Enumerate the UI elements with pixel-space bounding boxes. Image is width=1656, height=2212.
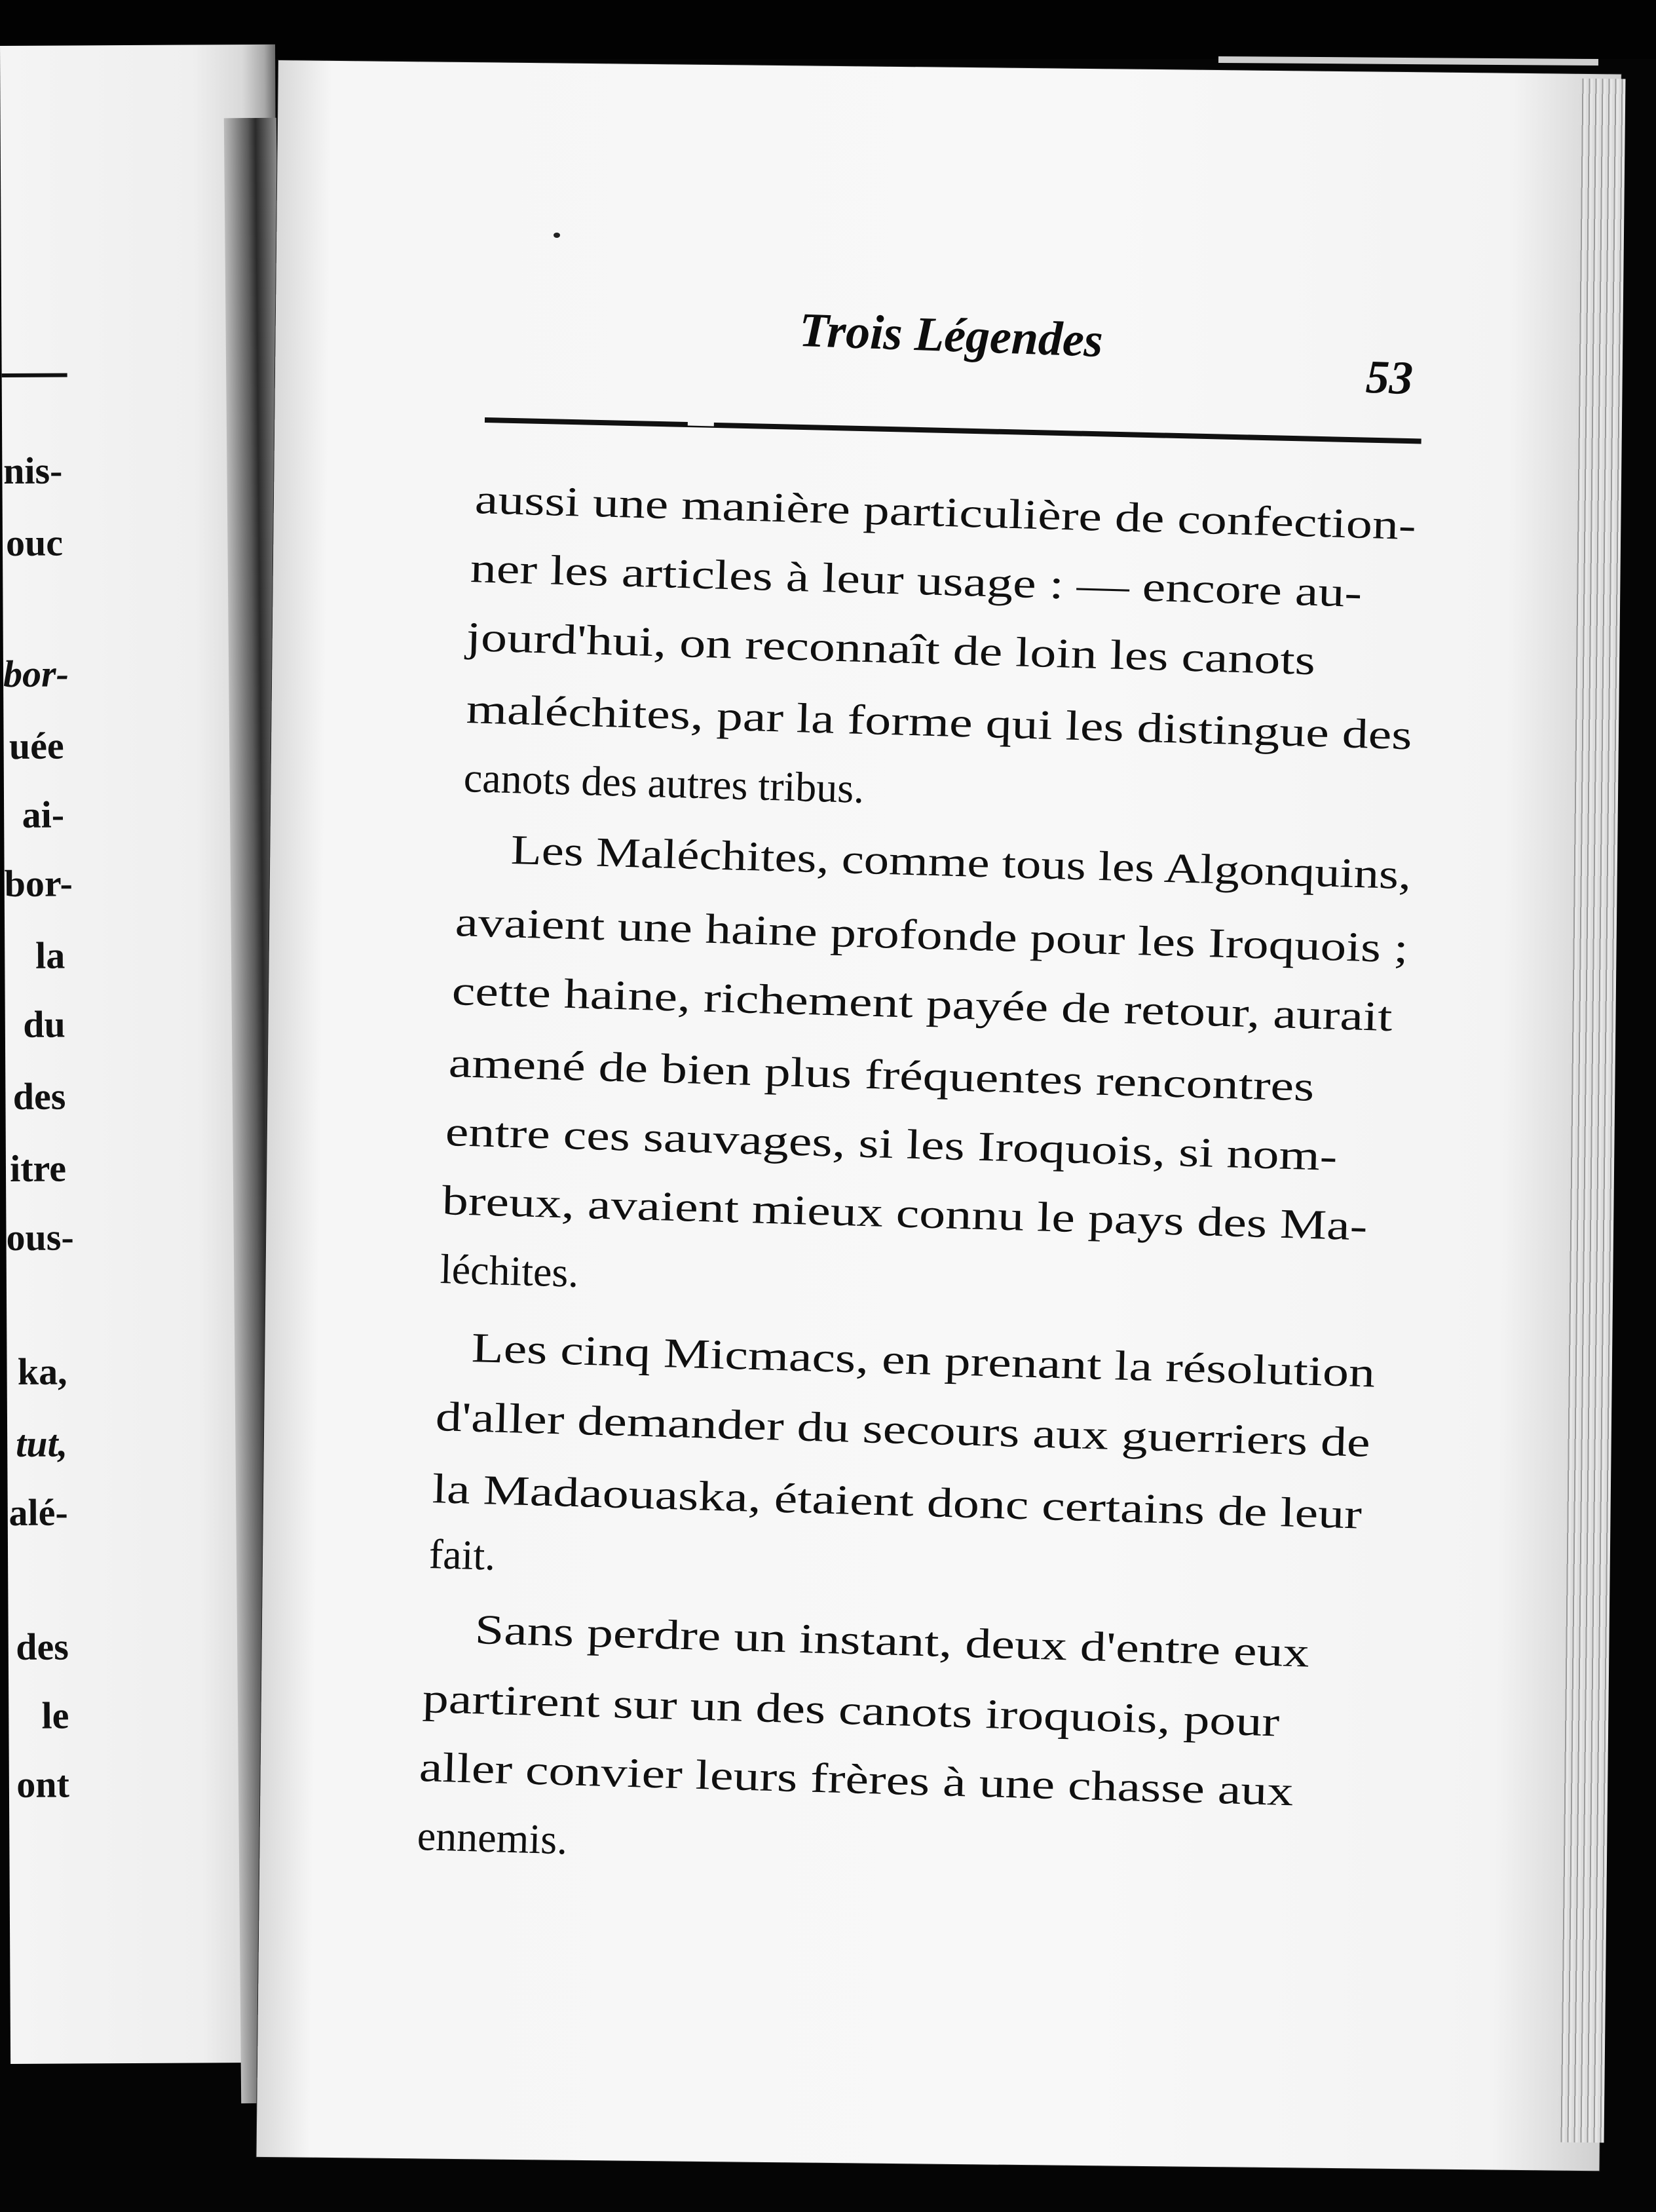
left-page-fragment: du bbox=[23, 1002, 66, 1046]
body-text-line: aussi une manière particulière de confection- bbox=[474, 476, 1417, 549]
left-page-head-rule bbox=[2, 373, 67, 377]
left-page-fragment: bor- bbox=[3, 652, 69, 695]
page-number: 53 bbox=[1364, 350, 1414, 405]
left-page-fragment: itre bbox=[9, 1147, 67, 1190]
left-page-fragment: bor- bbox=[4, 862, 73, 905]
body-text-line: Les cinq Micmacs, en prenant la résolution bbox=[471, 1324, 1376, 1396]
body-text-line: amené de bien plus fréquentes rencontres bbox=[448, 1039, 1315, 1110]
body-text-line: la Madaouaska, étaient donc certains de leur bbox=[432, 1465, 1363, 1538]
body-text-line: breux, avaient mieux connu le pays des Ma- bbox=[442, 1177, 1368, 1249]
body-text-line: fait. bbox=[428, 1531, 497, 1579]
body-text-line: ennemis. bbox=[417, 1812, 569, 1863]
ink-speck bbox=[554, 233, 560, 238]
body-text-line: avaient une haine profonde pour les Iroquois ; bbox=[455, 898, 1409, 972]
left-page-fragment: des bbox=[16, 1625, 69, 1668]
body-text-line: ner les articles à leur usage : — encore au- bbox=[470, 544, 1363, 617]
left-page-fragment: uée bbox=[9, 724, 64, 767]
left-page-fragment: la bbox=[35, 934, 66, 977]
left-page-fragment: des bbox=[12, 1075, 66, 1118]
body-text-line: d'aller demander du secours aux guerriers de bbox=[435, 1393, 1371, 1466]
header-rule-gap bbox=[688, 413, 714, 427]
left-page-fragment: ont bbox=[16, 1763, 70, 1806]
left-page-fragment: ouc bbox=[5, 521, 64, 564]
left-page-fragment: alé- bbox=[9, 1491, 68, 1534]
body-text-line: canots des autres tribus. bbox=[463, 754, 865, 812]
left-page-fragment: le bbox=[41, 1694, 69, 1737]
left-page-fragment: tut, bbox=[16, 1422, 68, 1465]
body-text-line: aller convier leurs frères à une chasse aux bbox=[419, 1744, 1294, 1815]
left-page-fragment: nis- bbox=[3, 449, 63, 492]
left-page-fragment: ka, bbox=[17, 1350, 67, 1393]
body-text-line: Les Maléchites, comme tous les Algonquins, bbox=[510, 826, 1412, 898]
body-text-line: partirent sur un des canots iroquois, pour bbox=[422, 1675, 1281, 1745]
body-text-line: léchites. bbox=[440, 1246, 580, 1296]
body-text-line: entre ces sauvages, si les Iroquois, si nom- bbox=[445, 1108, 1338, 1180]
body-text-line: cette haine, richement payée de retour, aurait bbox=[451, 967, 1393, 1040]
left-page-fragment: ai- bbox=[22, 793, 65, 836]
body-text-line: maléchites, par la forme qui les distingue des bbox=[466, 685, 1413, 759]
body-text-line: jourd'hui, on reconnaît de loin les canots bbox=[466, 613, 1316, 684]
body-text-line: Sans perdre un instant, deux d'entre eux bbox=[474, 1606, 1310, 1676]
running-head: Trois Légendes bbox=[798, 303, 1104, 368]
left-page-fragment: ous- bbox=[6, 1215, 74, 1259]
